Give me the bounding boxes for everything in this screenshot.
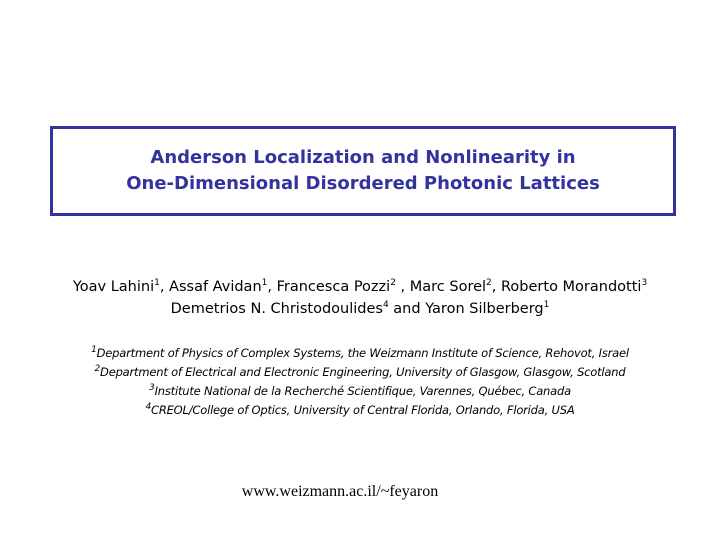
author-affiliation-mark: 1 — [154, 278, 160, 289]
author-list — [0, 276, 720, 320]
affiliation-text: Department of Physics of Complex Systems, the Weizmann Institute of Science, Rehovot, Israel — [96, 346, 629, 360]
author-name: Francesca Pozzi — [276, 279, 391, 295]
affiliation-mark: 1 — [91, 345, 97, 356]
author-name: Assaf Avidan — [169, 279, 262, 295]
affiliation-mark: 4 — [145, 402, 151, 413]
title-line-1: Anderson Localization and Nonlinearity in — [150, 147, 576, 168]
author-line-2: Demetrios N. Christodoulides$^4$ and Yaron Silberberg$^1$ — [170, 300, 550, 317]
author-line-1: Yoav Lahini$^1$, Assaf Avidan$^1$, Francesca Pozzi$^2$ , Marc Sorel$^2$, Roberto Morandotti$^3$ — [72, 278, 648, 295]
title-line-2: One-Dimensional Disordered Photonic Lattices — [126, 173, 600, 194]
author-affiliation-mark: 1 — [543, 300, 550, 311]
affiliation-list — [0, 344, 720, 420]
author-affiliation-mark: 1 — [261, 278, 268, 289]
author-affiliation-mark: 2 — [390, 278, 396, 289]
affiliation-text: CREOL/College of Optics, University of Central Florida, Orlando, Florida, USA — [150, 403, 575, 417]
author-affiliation-mark: 4 — [382, 300, 389, 311]
affiliation-2 — [0, 363, 720, 382]
title-box — [50, 126, 676, 216]
affiliation-text: Institute National de la Recherché Scientifique, Varennes, Québec, Canada — [154, 384, 571, 398]
website-url: www.weizmann.ac.il/~feyaron — [241, 483, 439, 500]
author-name: Roberto Morandotti — [501, 279, 642, 295]
author-affiliation-mark: 3 — [641, 278, 648, 289]
affiliation-3 — [0, 382, 720, 401]
author-name: Marc Sorel — [409, 279, 487, 295]
affiliation-mark: 2 — [94, 364, 101, 375]
author-name: Yaron Silberberg — [425, 301, 544, 317]
affiliation-text: Department of Electrical and Electronic Engineering, University of Glasgow, Glasgow, Scotland — [100, 365, 626, 379]
affiliation-1 — [0, 344, 720, 363]
author-affiliation-mark: 2 — [486, 278, 492, 289]
author-name: Yoav Lahini — [72, 279, 155, 295]
affiliation-mark: 3 — [149, 383, 155, 394]
author-name: Demetrios N. Christodoulides — [170, 301, 383, 317]
affiliation-4 — [0, 401, 720, 420]
